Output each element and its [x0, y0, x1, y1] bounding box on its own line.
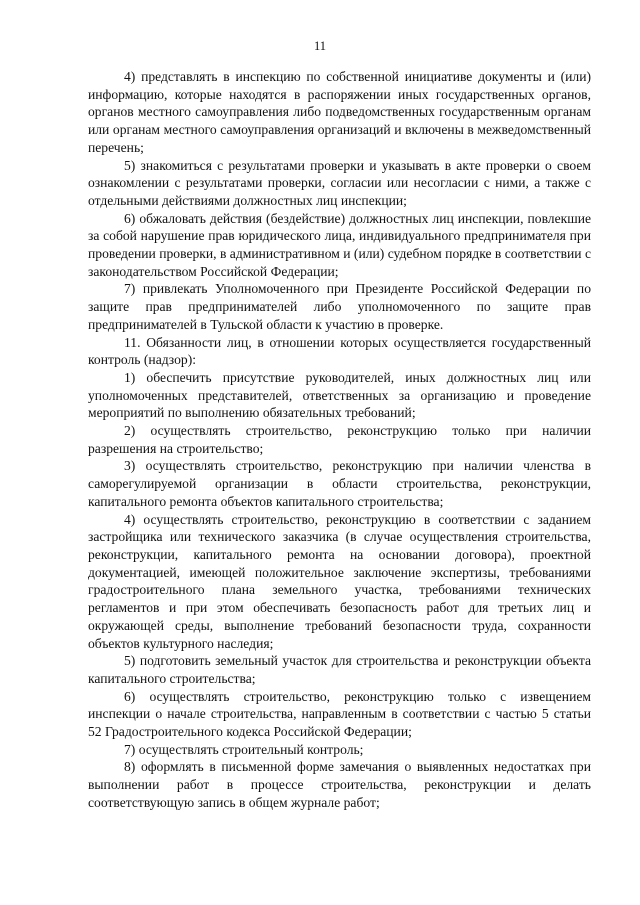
document-body: [88, 68, 591, 812]
paragraph-item-4-submit-documents: 4) представлять в инспекцию по собственной инициативе документы и (или) информацию, которые находятся в распоряжении иных государственных органов, органов местного самоуправления либо подведомственных государственным органам или органам местного самоуправления организаций и включены в межведомственный перечень;: [88, 69, 591, 155]
paragraph-obligation-4: 4) осуществлять строительство, реконструкцию в соответствии с заданием застройщика или технического заказчика (в случае осуществления строительства, реконструкции, капитального ремонта на основании договора), проектной документацией, имеющей положительное заключение экспертизы, требованиями градостроительного плана земельного участка, требованиями технических регламентов и при этом обеспечивать безопасность работ для третьих лиц и окружающей среды, выполнение требований безопасности труда, сохранности объектов культурного наследия;: [88, 511, 591, 651]
paragraph-obligation-7: 7) осуществлять строительный контроль;: [124, 741, 364, 757]
page-number: 11: [313, 39, 327, 53]
paragraph-obligation-3: 3) осуществлять строительство, реконструкцию при наличии членства в саморегулируемой организации в области строительства, реконструкции, капитального ремонта объектов капитального строительства;: [88, 458, 591, 509]
paragraph-obligation-5: 5) подготовить земельный участок для строительства и реконструкции объекта капитального строительства;: [88, 653, 591, 686]
paragraph-item-7-involve-ombudsman: 7) привлекать Уполномоченного при Президенте Российской Федерации по защите прав предпринимателей либо уполномоченного по защите прав предпринимателей в Тульской области к участию в проверке.: [88, 281, 591, 332]
paragraph-obligation-8: 8) оформлять в письменной форме замечания о выявленных недостатках при выполнении работ в процессе строительства, реконструкции и делать соответствующую запись в общем журнале работ;: [88, 759, 591, 810]
paragraph-obligation-2: 2) осуществлять строительство, реконструкцию только при наличии разрешения на строительство;: [88, 423, 591, 456]
paragraph-item-6-appeal-actions: 6) обжаловать действия (бездействие) должностных лиц инспекции, повлекшие за собой нарушение прав юридического лица, индивидуального предпринимателя при проведении проверки, в административном и (или) судебном порядке в соответствии с законодательством Российской Федерации;: [88, 210, 591, 279]
paragraph-obligation-6: 6) осуществлять строительство, реконструкцию только с извещением инспекции о начале строительства, направленным в соответствии с частью 5 статьи 52 Градостроительного кодекса Российской Федерации;: [88, 688, 591, 740]
section-heading-11-obligations: 11. Обязанности лиц, в отношении которых осуществляется государственный контроль (надзор):: [88, 334, 591, 368]
paragraph-item-5-review-results: 5) знакомиться с результатами проверки и указывать в акте проверки о своем ознакомлении с результатами проверки, согласии или несогласии с ними, а также с отдельными действиями должностных лиц инспекции;: [88, 157, 591, 208]
paragraph-obligation-1: 1) обеспечить присутствие руководителей, иных должностных лиц или уполномоченных представителей, ответственных за организацию и проведение мероприятий по выполнению обязательных требований;: [88, 369, 591, 421]
